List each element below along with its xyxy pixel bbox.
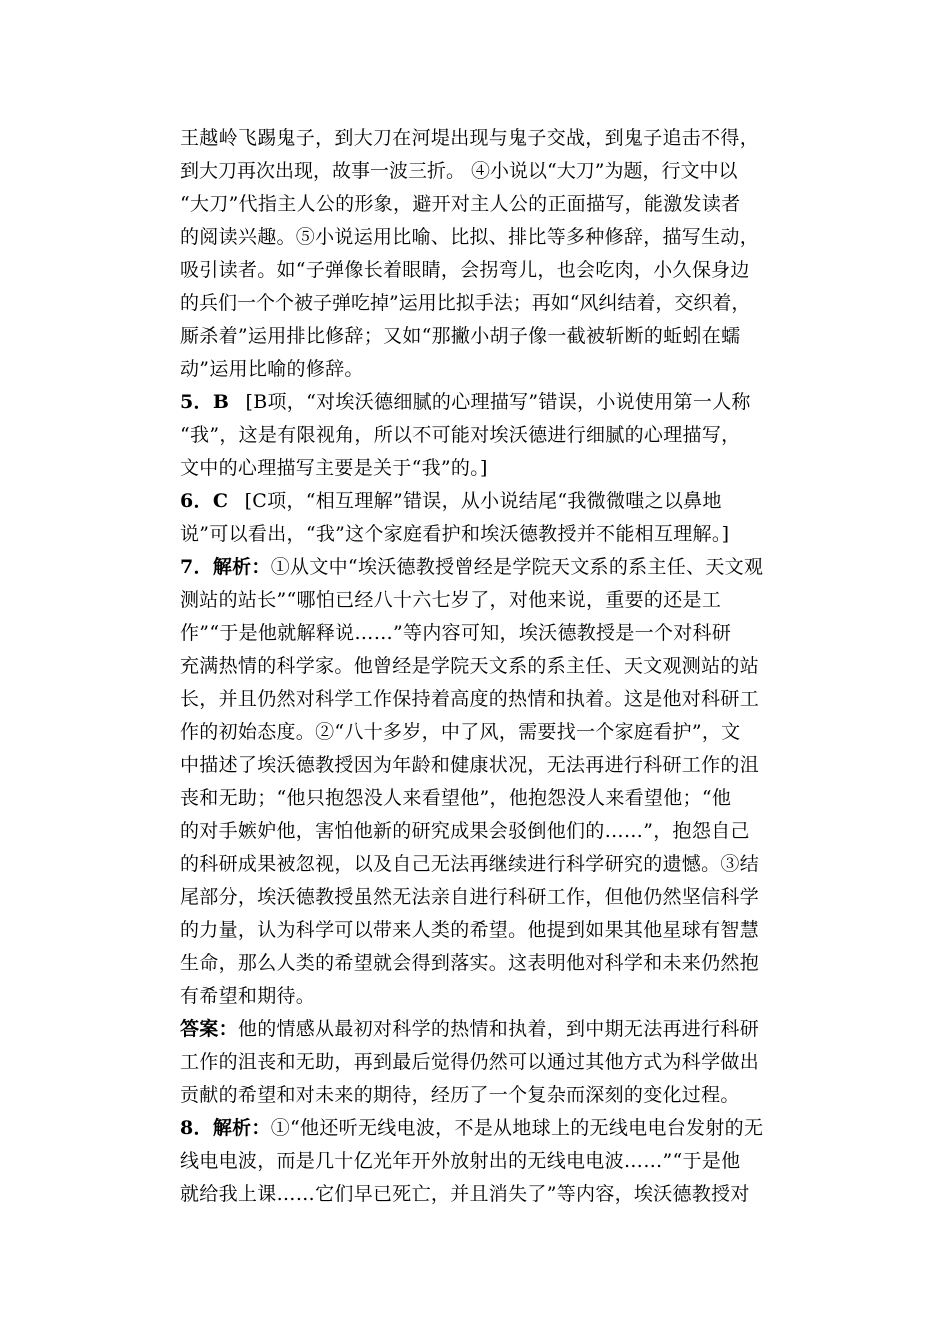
item-number-label: 7．解析： (180, 556, 271, 578)
text-line: 的科研成果被忽视，以及自己无法再继续进行科学研究的遗憾。③结 (180, 853, 760, 875)
text-line: 文中的心理描写主要是关于“我”的。] (180, 457, 488, 479)
answer-item-7 (180, 551, 775, 1013)
text-line: 作”“于是他就解释说……”等内容可知，埃沃德教授是一个对科研 (180, 622, 732, 644)
text-line: 厮杀着”运用排比修辞；又如“那撇小胡子像一截被斩断的蚯蚓在蠕 (180, 325, 741, 347)
item-explanation: [C项，“相互理解”错误，从小说结尾“我微微嗤之以鼻地 (244, 490, 722, 512)
text-line: 中描述了埃沃德教授因为年龄和健康状况，无法再进行科研工作的沮 (180, 754, 760, 776)
answer-item-6 (180, 485, 775, 551)
text-line: 到大刀再次出现，故事一波三折。 ④小说以“大刀”为题，行文中以 (180, 160, 738, 182)
item-number-label: 6．C (180, 490, 229, 512)
text-line: “大刀”代指主人公的形象，避开对主人公的正面描写，能激发读者 (180, 193, 741, 215)
text-line: 测站的站长”“哪怕已经八十六七岁了，对他来说，重要的还是工 (180, 589, 722, 611)
text-line: 工作的沮丧和无助，再到最后觉得仍然可以通过其他方式为科学做出 (180, 1051, 760, 1073)
continued-paragraph (180, 122, 775, 386)
item-explanation: ①从文中“埃沃德教授曾经是学院天文系的系主任、天文观 (270, 556, 764, 578)
text-line: 的兵们一个个被子弹吃掉”运用比拟手法；再如“风纠结着，交织着， (180, 292, 751, 314)
text-line: 的力量，认为科学可以带来人类的希望。他提到如果其他星球有智慧 (180, 919, 760, 941)
document-body (180, 122, 775, 1211)
text-line: 动”运用比喻的修辞。 (180, 358, 364, 380)
text-line: 长，并且仍然对科学工作保持着高度的热情和执着。这是他对科研工 (180, 688, 760, 710)
answer-label: 答案： (180, 1018, 238, 1040)
text-line: 的对手嫉妒他，害怕他新的研究成果会驳倒他们的……”，抱怨自己 (180, 820, 750, 842)
text-line: 生命，那么人类的希望就会得到落实。这表明他对科学和未来仍然抱 (180, 952, 760, 974)
item-explanation: ①“他还听无线电波，不是从地球上的无线电电台发射的无 (270, 1117, 764, 1139)
item-number-label: 5．B (180, 391, 230, 413)
answer-text: 他的情感从最初对科学的热情和执着，到中期无法再进行科研 (237, 1018, 760, 1040)
text-line: 有希望和期待。 (180, 985, 316, 1007)
text-line: 线电电波，而是几十亿光年开外放射出的无线电电波……”“于是他 (180, 1150, 741, 1172)
text-line: 充满热情的科学家。他曾经是学院天文系的系主任、天文观测站的站 (180, 655, 760, 677)
answer-block-7 (180, 1013, 775, 1112)
item-number-label: 8．解析： (180, 1117, 271, 1139)
text-line: 作的初始态度。②“八十多岁，中了风，需要找一个家庭看护”，文 (180, 721, 741, 743)
text-line: 就给我上课……它们早已死亡，并且消失了”等内容，埃沃德教授对 (180, 1183, 750, 1205)
text-line: 尾部分，埃沃德教授虽然无法亲自进行科研工作，但他仍然坚信科学 (180, 886, 760, 908)
item-explanation: [B项，“对埃沃德细腻的心理描写”错误，小说使用第一人称 (245, 391, 751, 413)
answer-item-5 (180, 386, 775, 485)
answer-item-8 (180, 1112, 775, 1211)
text-line: 贡献的希望和对未来的期待，经历了一个复杂而深刻的变化过程。 (180, 1084, 740, 1106)
text-line: 吸引读者。如“子弹像长着眼睛，会拐弯儿，也会吃肉，小久保身边 (180, 259, 750, 281)
text-line: 丧和无助；“他只抱怨没人来看望他”，他抱怨没人来看望他；“他 (180, 787, 732, 809)
text-line: “我”，这是有限视角，所以不可能对埃沃德进行细腻的心理描写， (180, 424, 741, 446)
text-line: 说”可以看出，“我”这个家庭看护和埃沃德教授并不能相互理解。] (180, 523, 730, 545)
text-line: 王越岭飞踢鬼子，到大刀在河堤出现与鬼子交战，到鬼子追击不得， (180, 127, 760, 149)
text-line: 的阅读兴趣。⑤小说运用比喻、比拟、排比等多种修辞，描写生动， (180, 226, 760, 248)
